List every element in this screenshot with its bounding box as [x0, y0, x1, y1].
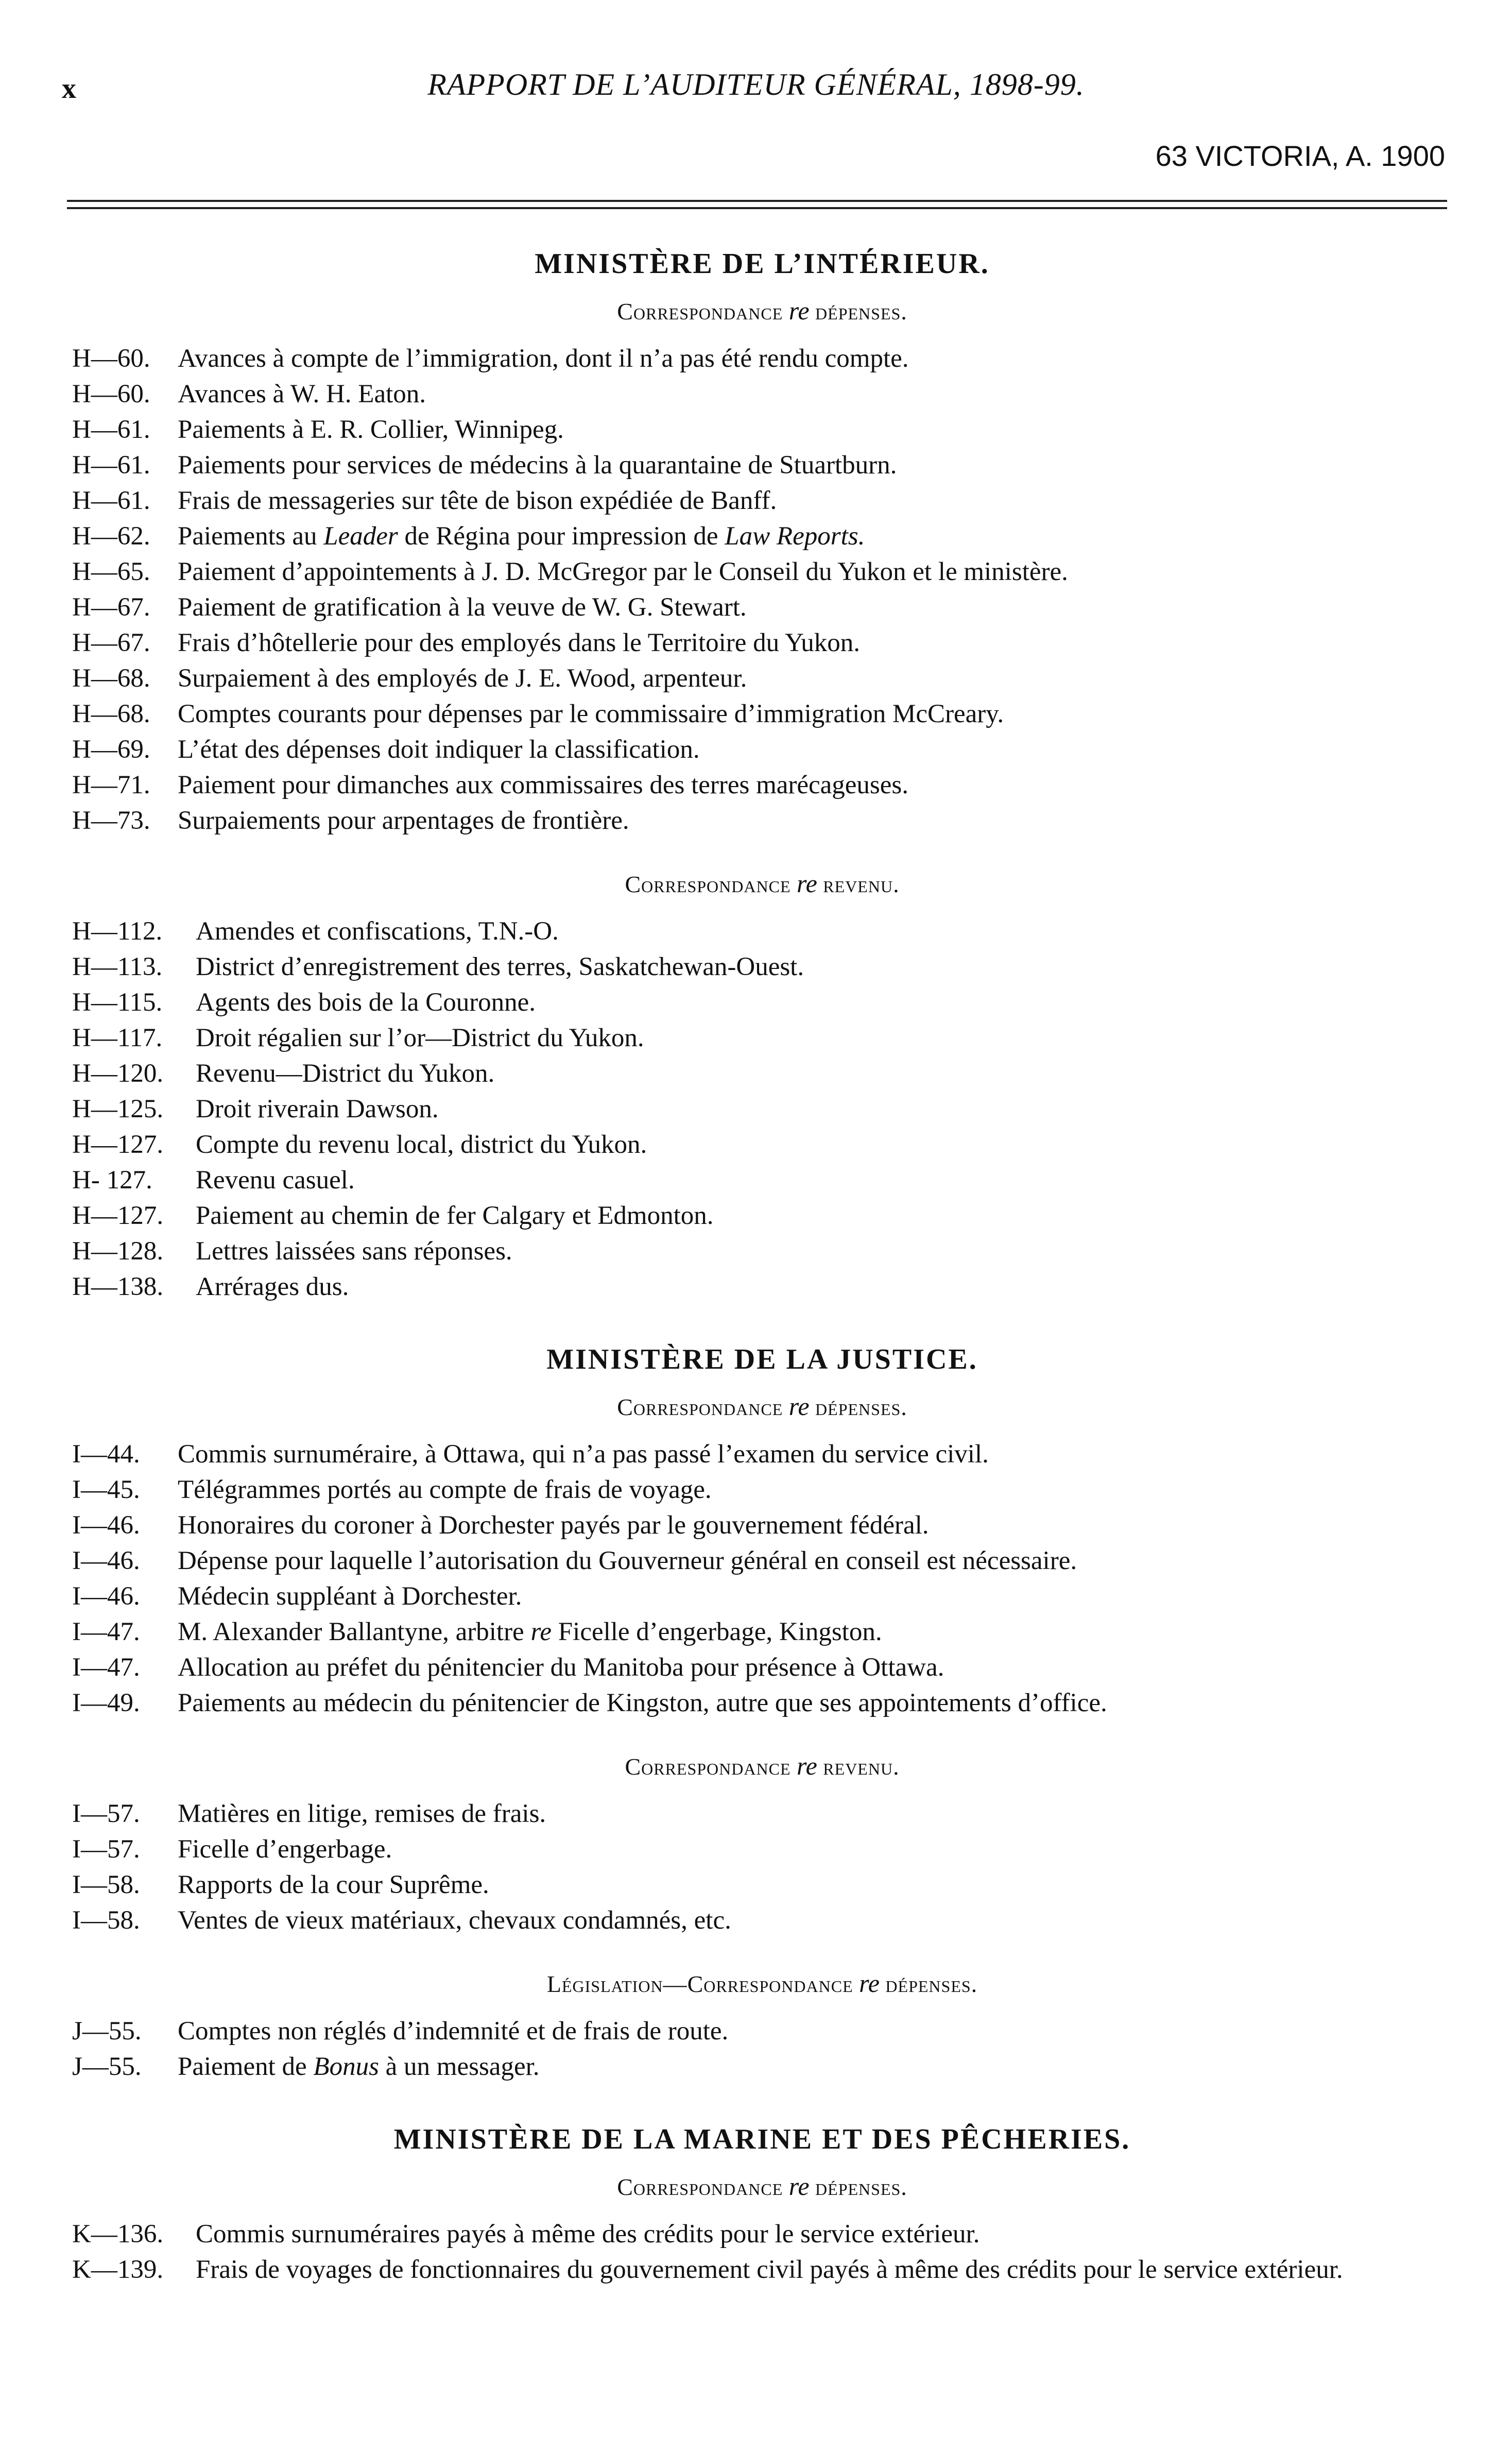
entry-code: H—115.: [72, 988, 163, 1017]
entry-text: [178, 1508, 1452, 1543]
entry-text: [196, 1234, 1452, 1269]
entry-text: [178, 341, 1452, 377]
entry-text: [178, 590, 1452, 625]
entry-text: [178, 696, 1452, 732]
entry-row: [72, 377, 1452, 412]
entry-italic: re: [530, 1617, 552, 1646]
entry-text: [196, 2217, 1452, 2252]
entry-code: H—127.: [72, 1201, 164, 1230]
correspondence-heading: [72, 296, 1452, 326]
entry-text: [178, 1650, 1452, 1685]
entry-row: [72, 803, 1452, 839]
entry-row: [72, 412, 1452, 448]
entry-code: I—49.: [72, 1689, 140, 1717]
entry-code: H—61.: [72, 451, 150, 480]
entry-segment: Rapports de la cour Suprême.: [178, 1870, 489, 1899]
entry-row: [72, 1867, 1452, 1903]
entry-code: K—136.: [72, 2220, 164, 2248]
entry-row: [72, 483, 1452, 519]
header-rule-top: [67, 200, 1447, 202]
entry-code: H—112.: [72, 917, 163, 946]
entry-row: [72, 1543, 1452, 1579]
ministry-section: [72, 1343, 1452, 2085]
heading-topic: revenu.: [823, 1753, 900, 1780]
heading-word: Correspondance: [617, 298, 783, 325]
entry-text: [196, 1127, 1452, 1163]
entry-segment: Allocation au préfet du pénitencier du Manitoba pour présence à Ottawa.: [178, 1653, 944, 1682]
entry-segment: Paiements au: [178, 522, 324, 551]
entry-row: [72, 696, 1452, 732]
entry-text: [196, 949, 1452, 985]
entry-segment: Arrérages dus.: [196, 1272, 349, 1301]
entry-segment: L’état des dépenses doit indiquer la classification.: [178, 735, 700, 764]
entry-text: [178, 1437, 1452, 1472]
entry-row: [72, 768, 1452, 803]
entry-text: [196, 1198, 1452, 1234]
entry-segment: Revenu—District du Yukon.: [196, 1059, 495, 1088]
entry-segment: Surpaiements pour arpentages de frontière.: [178, 806, 629, 835]
heading-re: re: [788, 2172, 810, 2201]
entry-row: [72, 1650, 1452, 1685]
heading-word: Correspondance: [687, 1971, 853, 1997]
entry-segment: Commis surnuméraire, à Ottawa, qui n’a pas passé l’examen du service civil.: [178, 1440, 989, 1469]
entry-code: I—58.: [72, 1906, 140, 1935]
entry-text: [178, 1832, 1452, 1867]
entry-segment: Droit riverain Dawson.: [196, 1095, 439, 1123]
entry-segment: Honoraires du coroner à Dorchester payés par le gouvernement fédéral.: [178, 1511, 929, 1540]
entry-row: [72, 1832, 1452, 1867]
entry-row: [72, 661, 1452, 696]
entry-code: I—46.: [72, 1582, 140, 1611]
entry-segment: Revenu casuel.: [196, 1166, 355, 1195]
entry-code: H—125.: [72, 1095, 164, 1123]
entry-segment: Frais de messageries sur tête de bison expédiée de Banff.: [178, 486, 777, 515]
entry-text: [178, 1903, 1452, 1938]
entry-text: [178, 448, 1452, 483]
heading-word: Correspondance: [617, 1394, 783, 1420]
entry-text: [178, 554, 1452, 590]
entry-text: [196, 1092, 1452, 1127]
entry-row: [72, 732, 1452, 768]
entry-row: [72, 2014, 1452, 2049]
correspondence-heading: [72, 1968, 1452, 1998]
entry-segment: Avances à compte de l’immigration, dont il n’a pas été rendu compte.: [178, 344, 909, 373]
entry-code: I—47.: [72, 1617, 140, 1646]
entry-code: H—68.: [72, 664, 150, 693]
entry-italic: Bonus: [313, 2052, 379, 2081]
entry-row: [72, 1903, 1452, 1938]
ministry-heading: MINISTÈRE DE LA JUSTICE.: [546, 1343, 978, 1375]
entry-text: [178, 1614, 1452, 1650]
entry-row: [72, 1198, 1452, 1234]
entry-code: H—73.: [72, 806, 150, 835]
entry-code: I—57.: [72, 1835, 140, 1864]
entry-code: H—120.: [72, 1059, 164, 1088]
entry-text: [178, 732, 1452, 768]
entry-code: I—57.: [72, 1799, 140, 1828]
entry-code: H—71.: [72, 771, 150, 799]
entry-code: H—117.: [72, 1024, 163, 1052]
heading-re: re: [859, 1969, 880, 1998]
heading-topic: dépenses.: [815, 2174, 907, 2200]
heading-re: re: [788, 296, 810, 325]
ministry-heading: MINISTÈRE DE LA MARINE ET DES PÊCHERIES.: [393, 2123, 1131, 2155]
entry-text: [178, 1685, 1452, 1721]
running-title: RAPPORT DE L’AUDITEUR GÉNÉRAL, 1898-99.: [427, 67, 1085, 101]
entry-italic: Leader: [323, 522, 398, 551]
entry-code: H—127.: [72, 1130, 164, 1159]
entry-segment: Droit régalien sur l’or—District du Yukon.: [196, 1024, 644, 1052]
entry-code: J—55.: [72, 2017, 142, 2046]
entry-row: [72, 1614, 1452, 1650]
heading-topic: revenu.: [823, 871, 900, 897]
entry-segment: District d’enregistrement des terres, Saskatchewan-Ouest.: [196, 952, 804, 981]
entry-code: H—68.: [72, 700, 150, 728]
entry-segment: Paiement de gratification à la veuve de W. G. Stewart.: [178, 593, 747, 622]
entry-segment: Paiements à E. R. Collier, Winnipeg.: [178, 415, 564, 444]
entry-code: H—138.: [72, 1272, 164, 1301]
entry-code: H—67.: [72, 593, 150, 622]
entry-text: [178, 625, 1452, 661]
entry-code: H—61.: [72, 486, 150, 515]
entry-text: [178, 1796, 1452, 1832]
entry-text: [178, 1579, 1452, 1614]
entry-segment: Commis surnuméraires payés à même des crédits pour le service extérieur.: [196, 2220, 980, 2248]
entry-segment: Paiement de: [178, 2052, 314, 2081]
entry-segment: Amendes et confiscations, T.N.-O.: [196, 917, 559, 946]
entry-segment: Ficelle d’engerbage, Kingston.: [552, 1617, 882, 1646]
entry-code: H—128.: [72, 1237, 164, 1266]
entry-row: [72, 1685, 1452, 1721]
entry-segment: Comptes non réglés d’indemnité et de frais de route.: [178, 2017, 729, 2046]
entry-row: [72, 519, 1452, 554]
entry-text: [178, 803, 1452, 839]
correspondence-heading: [72, 868, 1452, 898]
entry-row: [72, 448, 1452, 483]
entry-text: [196, 2252, 1452, 2288]
entry-segment: Paiement pour dimanches aux commissaires des terres marécageuses.: [178, 771, 909, 799]
entry-segment: Ventes de vieux matériaux, chevaux condamnés, etc.: [178, 1906, 731, 1935]
entry-row: [72, 1056, 1452, 1092]
entry-row: [72, 2049, 1452, 2085]
entry-row: [72, 1508, 1452, 1543]
entry-segment: Paiement au chemin de fer Calgary et Edmonton.: [196, 1201, 714, 1230]
entry-code: H—69.: [72, 735, 150, 764]
entry-text: [178, 1867, 1452, 1903]
report-content: [72, 247, 1452, 2288]
entry-segment: Agents des bois de la Couronne.: [196, 988, 536, 1017]
entry-row: [72, 625, 1452, 661]
entry-row: [72, 1020, 1452, 1056]
entry-row: [72, 1472, 1452, 1508]
entry-segment: Ficelle d’engerbage.: [178, 1835, 392, 1864]
entry-row: [72, 341, 1452, 377]
entry-segment: Matières en litige, remises de frais.: [178, 1799, 546, 1828]
entry-segment: Paiements pour services de médecins à la quarantaine de Stuartburn.: [178, 451, 897, 480]
entry-text: [178, 2049, 1452, 2085]
entry-row: [72, 1269, 1452, 1305]
entry-text: [196, 1020, 1452, 1056]
entry-text: [196, 985, 1452, 1020]
entry-row: [72, 1437, 1452, 1472]
entry-row: [72, 1796, 1452, 1832]
entry-row: [72, 1127, 1452, 1163]
entry-text: [178, 768, 1452, 803]
entry-code: J—55.: [72, 2052, 142, 2081]
entry-segment: à un messager.: [379, 2052, 540, 2081]
entry-segment: Frais d’hôtellerie pour des employés dans le Territoire du Yukon.: [178, 628, 860, 657]
entry-code: I—46.: [72, 1511, 140, 1540]
heading-word: Correspondance: [625, 871, 791, 897]
entry-code: H—67.: [72, 628, 150, 657]
entry-code: I—46.: [72, 1546, 140, 1575]
ministry-heading: MINISTÈRE DE L’INTÉRIEUR.: [535, 248, 990, 280]
entry-text: [178, 377, 1452, 412]
entry-segment: Lettres laissées sans réponses.: [196, 1237, 512, 1266]
entry-code: I—58.: [72, 1870, 140, 1899]
entry-row: [72, 2252, 1452, 2288]
entry-row: [72, 1163, 1452, 1198]
heading-topic: dépenses.: [815, 298, 907, 325]
heading-topic: dépenses.: [885, 1971, 978, 1997]
correspondence-heading: [72, 1391, 1452, 1421]
entry-code: H—62.: [72, 522, 150, 551]
entry-row: [72, 1092, 1452, 1127]
entry-row: [72, 949, 1452, 985]
entry-segment: Compte du revenu local, district du Yukon.: [196, 1130, 647, 1159]
entry-segment: Médecin suppléant à Dorchester.: [178, 1582, 522, 1611]
entry-code: I—45.: [72, 1475, 140, 1504]
heading-prefix: Législation—: [546, 1971, 688, 1997]
entry-row: [72, 1234, 1452, 1269]
entry-segment: M. Alexander Ballantyne, arbitre: [178, 1617, 531, 1646]
entry-code: H—113.: [72, 952, 163, 981]
heading-word: Correspondance: [625, 1753, 791, 1780]
ministry-section: [72, 247, 1452, 1305]
entry-code: H—60.: [72, 380, 150, 408]
ministry-section: [72, 2123, 1452, 2288]
entry-italic: Law Reports.: [725, 522, 865, 551]
entry-text: [178, 1472, 1452, 1508]
entry-text: [196, 914, 1452, 949]
entry-segment: Frais de voyages de fonctionnaires du gouvernement civil payés à même des crédits pour le service extérieur.: [196, 2255, 1343, 2284]
entry-text: [178, 2014, 1452, 2049]
entry-code: I—44.: [72, 1440, 140, 1469]
entry-text: [178, 1543, 1452, 1579]
entry-code: H—60.: [72, 344, 150, 373]
page-number: x: [62, 73, 76, 105]
entry-text: [178, 483, 1452, 519]
entry-segment: Surpaiement à des employés de J. E. Wood, arpenteur.: [178, 664, 747, 693]
correspondence-heading: [72, 1751, 1452, 1781]
entry-row: [72, 590, 1452, 625]
entry-text: [178, 519, 1452, 554]
heading-topic: dépenses.: [815, 1394, 907, 1420]
entry-text: [196, 1056, 1452, 1092]
entry-segment: Paiements au médecin du pénitencier de Kingston, autre que ses appointements d’office.: [178, 1689, 1107, 1717]
entry-row: [72, 554, 1452, 590]
entry-code: H- 127.: [72, 1166, 152, 1195]
entry-code: H—65.: [72, 557, 150, 586]
entry-text: [178, 661, 1452, 696]
entry-code: K—139.: [72, 2255, 164, 2284]
header-rule-bottom: [67, 207, 1447, 209]
entry-row: [72, 914, 1452, 949]
entry-segment: Comptes courants pour dépenses par le commissaire d’immigration McCreary.: [178, 700, 1004, 728]
entry-text: [178, 412, 1452, 448]
heading-re: re: [797, 1751, 817, 1780]
entry-text: [196, 1163, 1452, 1198]
session-label: 63 VICTORIA, A. 1900: [1155, 140, 1445, 172]
entry-segment: Avances à W. H. Eaton.: [178, 380, 426, 408]
entry-segment: Paiement d’appointements à J. D. McGregor par le Conseil du Yukon et le ministère.: [178, 557, 1068, 586]
entry-code: I—47.: [72, 1653, 140, 1682]
entry-segment: Télégrammes portés au compte de frais de voyage.: [178, 1475, 712, 1504]
entry-row: [72, 2217, 1452, 2252]
entry-code: H—61.: [72, 415, 150, 444]
entry-segment: Dépense pour laquelle l’autorisation du Gouverneur général en conseil est nécessaire.: [178, 1546, 1077, 1575]
entry-row: [72, 985, 1452, 1020]
entry-segment: de Régina pour impression de: [398, 522, 725, 551]
heading-word: Correspondance: [617, 2174, 783, 2200]
heading-re: re: [788, 1392, 810, 1421]
entry-text: [196, 1269, 1452, 1305]
heading-re: re: [797, 869, 817, 898]
entry-row: [72, 1579, 1452, 1614]
correspondence-heading: [72, 2171, 1452, 2201]
